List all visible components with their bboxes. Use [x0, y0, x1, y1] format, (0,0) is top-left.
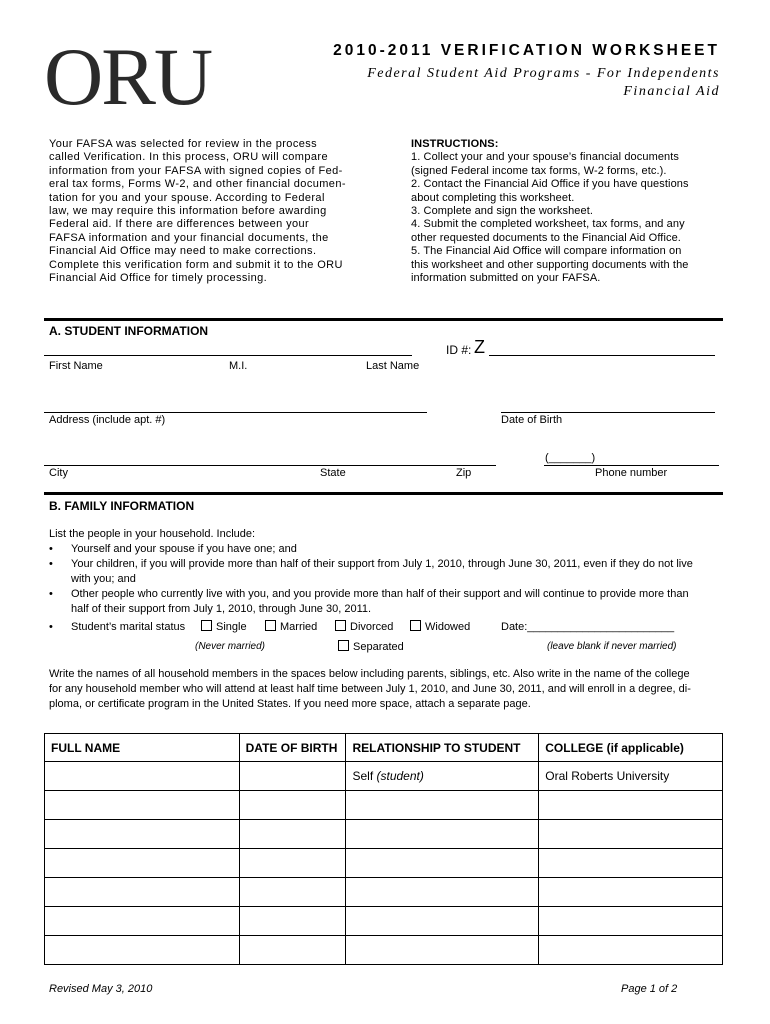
- checkbox-icon[interactable]: [201, 620, 212, 631]
- relationship-cell[interactable]: [346, 762, 539, 791]
- relationship-cell[interactable]: [346, 907, 539, 936]
- name-field-line[interactable]: [44, 341, 412, 356]
- relationship-cell[interactable]: [346, 878, 539, 907]
- header-college: COLLEGE (if applicable): [539, 734, 723, 762]
- marital-option-divorced[interactable]: [335, 620, 393, 635]
- option-label: Married: [280, 621, 318, 633]
- first-name-label: First Name: [49, 360, 103, 372]
- intro-line: information from your FAFSA with signed copies of Fed-: [49, 164, 343, 177]
- phone-field-line[interactable]: [544, 451, 719, 466]
- college-cell[interactable]: [539, 849, 723, 878]
- marital-option-married[interactable]: [265, 620, 317, 635]
- section-b-rule: [44, 492, 723, 495]
- intro-paragraph: [49, 138, 379, 285]
- instruction-line: information submitted on your FAFSA.: [411, 272, 601, 285]
- dob-cell[interactable]: [239, 849, 346, 878]
- college-cell[interactable]: [539, 907, 723, 936]
- household-members-table: [44, 733, 723, 965]
- address-label: Address (include apt. #): [49, 414, 166, 426]
- intro-line: tation for you and your spouse. According to Federal: [49, 191, 325, 204]
- table-row: [45, 907, 723, 936]
- intro-line: Complete this verification form and submit it to the ORU: [49, 258, 343, 271]
- household-bullet-2-line-1: Your children, if you will provide more than half of their support from July 1, 2010, through June 30, 2011, even if they do not live: [71, 558, 693, 570]
- intro-line: called Verification. In this process, ORU will compare: [49, 151, 328, 164]
- dob-cell[interactable]: [239, 791, 346, 820]
- header-relationship: RELATIONSHIP TO STUDENT: [346, 734, 539, 762]
- full-name-cell[interactable]: [45, 907, 240, 936]
- table-row: [45, 936, 723, 965]
- table-row: [45, 849, 723, 878]
- page-title: 2010-2011 VERIFICATION WORKSHEET: [333, 42, 720, 59]
- phone-label: Phone number: [595, 467, 668, 479]
- intro-line: Financial Aid Office for timely processing.: [49, 272, 268, 285]
- dob-label: Date of Birth: [501, 414, 563, 426]
- instruction-line: 1. Collect your and your spouse’s financial documents: [411, 151, 680, 164]
- header-date-of-birth: DATE OF BIRTH: [239, 734, 346, 762]
- subtitle-line-2: Financial Aid: [623, 84, 720, 99]
- section-a-heading: A. STUDENT INFORMATION: [49, 324, 209, 338]
- instruction-line: (signed Federal income tax forms, W-2 forms, etc.).: [411, 164, 667, 177]
- intro-line: Federal aid. If there are differences between your: [49, 218, 310, 231]
- zip-label: Zip: [456, 467, 472, 479]
- dob-cell[interactable]: [239, 878, 346, 907]
- mi-label: M.I.: [229, 360, 248, 372]
- id-prefix: Z: [474, 337, 485, 357]
- instructions-heading: INSTRUCTIONS:: [411, 138, 499, 150]
- leave-blank-note: (leave blank if never married): [547, 641, 677, 652]
- intro-line: law, we may require this information before awarding: [49, 205, 327, 218]
- bullet: •: [49, 558, 53, 570]
- marital-status-label: Student’s marital status: [71, 621, 186, 633]
- option-label: Separated: [353, 641, 404, 653]
- relationship-cell[interactable]: [346, 791, 539, 820]
- relationship-cell[interactable]: [346, 849, 539, 878]
- household-intro: List the people in your household. Include:: [49, 528, 256, 540]
- full-name-cell[interactable]: [45, 849, 240, 878]
- household-bullet-2-line-2: with you; and: [71, 573, 136, 585]
- instruction-line: 3. Complete and sign the worksheet.: [411, 205, 594, 218]
- bullet: •: [49, 588, 53, 600]
- never-married-note: (Never married): [195, 641, 266, 652]
- checkbox-icon[interactable]: [335, 620, 346, 631]
- marital-option-single[interactable]: [201, 620, 247, 635]
- phone-area-code: (_______): [545, 452, 596, 464]
- full-name-cell[interactable]: [45, 762, 240, 791]
- dob-cell[interactable]: [239, 762, 346, 791]
- household-bullet-3-line-2: half of their support from July 1, 2010, through June 30, 2011.: [71, 603, 372, 615]
- college-cell[interactable]: [539, 791, 723, 820]
- intro-line: FAFSA information and your financial documents, the: [49, 231, 329, 244]
- section-a-rule: [44, 318, 723, 321]
- college-cell[interactable]: [539, 878, 723, 907]
- bullet: •: [49, 621, 53, 633]
- college-cell[interactable]: Oral Roberts University: [539, 762, 723, 791]
- checkbox-icon[interactable]: [410, 620, 421, 631]
- household-bullet-1: Yourself and your spouse if you have one; and: [71, 543, 297, 555]
- marital-date-field[interactable]: Date:________________________: [501, 621, 675, 633]
- checkbox-icon[interactable]: [265, 620, 276, 631]
- id-field-line[interactable]: [489, 341, 715, 356]
- full-name-cell[interactable]: [45, 820, 240, 849]
- table-header-row: [45, 734, 723, 762]
- write-names-line-3: ploma, or certificate program in the United States. If you need more space, attach a separate page.: [49, 698, 531, 710]
- table-row: [45, 878, 723, 907]
- household-bullet-2: [71, 557, 693, 587]
- full-name-cell[interactable]: [45, 791, 240, 820]
- city-state-zip-line[interactable]: [44, 451, 496, 466]
- last-name-label: Last Name: [366, 360, 420, 372]
- marital-option-widowed[interactable]: [410, 620, 470, 635]
- table-row: [45, 762, 723, 791]
- page-subtitle: [300, 65, 720, 101]
- revised-date: Revised May 3, 2010: [49, 983, 153, 995]
- intro-line: Your FAFSA was selected for review in the process: [49, 138, 318, 150]
- instructions-block: [411, 138, 731, 285]
- id-label: ID #:: [446, 343, 472, 357]
- table-row: [45, 820, 723, 849]
- intro-line: Financial Aid Office may need to make corrections.: [49, 245, 317, 258]
- option-label: Divorced: [350, 621, 394, 633]
- household-bullet-3-line-1: Other people who currently live with you, and you provide more than half of their support and will continue to provide more than: [71, 588, 689, 600]
- checkbox-icon[interactable]: [338, 640, 349, 651]
- instruction-line: about completing this worksheet.: [411, 191, 575, 204]
- section-b-heading: B. FAMILY INFORMATION: [49, 499, 195, 513]
- page-number: Page 1 of 2: [621, 983, 678, 995]
- instruction-line: other requested documents to the Financial Aid Office.: [411, 231, 681, 244]
- household-bullet-3: [71, 587, 689, 617]
- dob-cell[interactable]: [239, 820, 346, 849]
- write-names-line-1: Write the names of all household members in the spaces below including parents, siblings, etc. Also write in the name of the college: [49, 668, 690, 680]
- bullet: •: [49, 543, 53, 555]
- college-cell[interactable]: [539, 820, 723, 849]
- relationship-cell[interactable]: [346, 820, 539, 849]
- relationship-self-note: (student): [376, 769, 424, 783]
- state-label: State: [320, 467, 346, 479]
- relationship-self: Self: [352, 769, 374, 783]
- college-cell[interactable]: [539, 936, 723, 965]
- relationship-cell[interactable]: [346, 936, 539, 965]
- city-label: City: [49, 467, 68, 479]
- dob-field-line[interactable]: [501, 398, 715, 413]
- header-full-name: FULL NAME: [45, 734, 240, 762]
- marital-option-separated[interactable]: [338, 640, 404, 655]
- instruction-line: this worksheet and other supporting documents with the: [411, 258, 689, 271]
- full-name-cell[interactable]: [45, 878, 240, 907]
- subtitle-line-1: Federal Student Aid Programs - For Independents: [367, 66, 720, 81]
- instruction-line: 4. Submit the completed worksheet, tax forms, and any: [411, 218, 685, 231]
- instruction-line: 5. The Financial Aid Office will compare information on: [411, 245, 682, 258]
- oru-logo: ORU: [44, 31, 212, 122]
- dob-cell[interactable]: [239, 936, 346, 965]
- write-names-paragraph: [49, 667, 691, 712]
- address-field-line[interactable]: [44, 398, 427, 413]
- dob-cell[interactable]: [239, 907, 346, 936]
- option-label: Single: [216, 621, 247, 633]
- instruction-line: 2. Contact the Financial Aid Office if you have questions: [411, 178, 689, 191]
- table-row: [45, 791, 723, 820]
- write-names-line-2: for any household member who will attend at least half time between July 1, 2010, and June 30, 2011, and will enroll in a degree, di-: [49, 683, 691, 695]
- option-label: Widowed: [425, 621, 471, 633]
- full-name-cell[interactable]: [45, 936, 240, 965]
- intro-line: eral tax forms, Forms W-2, and other financial documen-: [49, 178, 346, 191]
